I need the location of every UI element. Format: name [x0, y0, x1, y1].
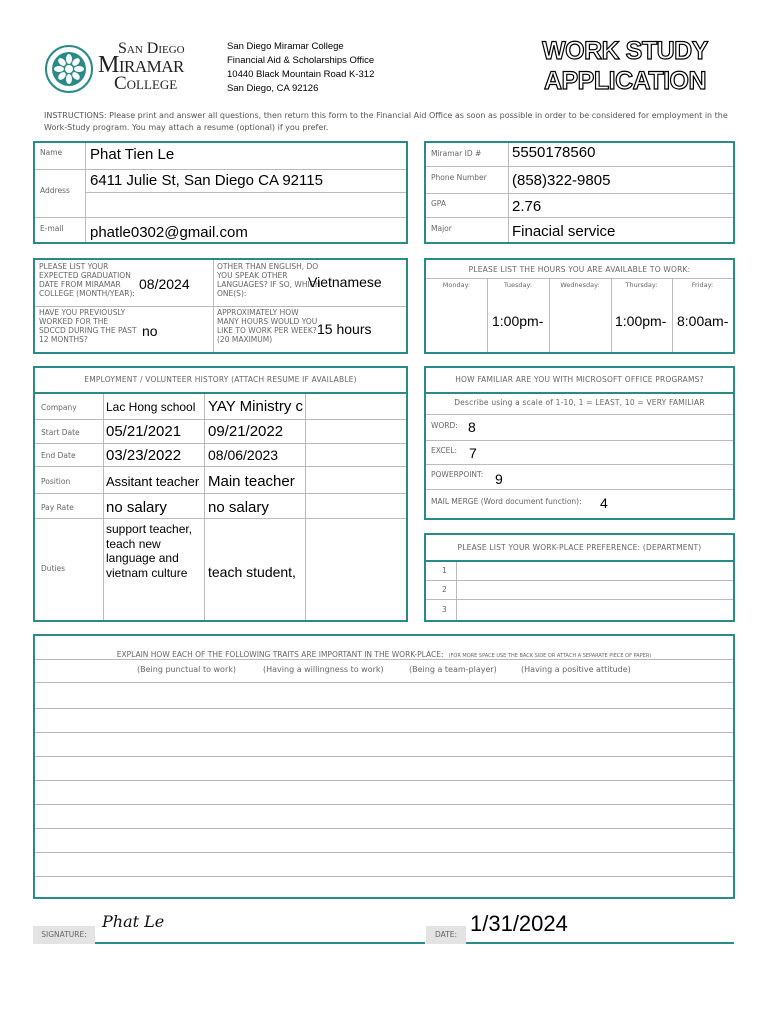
trait-team-player: (Being a team-player): [409, 665, 497, 674]
powerpoint-rating[interactable]: 9: [495, 471, 503, 487]
lang-field[interactable]: Vietnamese: [308, 274, 382, 290]
company-label: Company: [41, 403, 77, 412]
start-date-label: Start Date: [41, 428, 80, 437]
job1-position[interactable]: Assitant teacher: [106, 474, 200, 489]
job1-company[interactable]: Lac Hong school: [106, 400, 196, 414]
preference-3-label: 3: [442, 605, 447, 614]
employment-box: [33, 366, 408, 622]
traits-answer-area[interactable]: [37, 684, 731, 895]
major-field[interactable]: Finacial service: [512, 223, 616, 240]
powerpoint-label: POWERPOINT:: [431, 470, 484, 479]
gpa-field[interactable]: 2.76: [512, 198, 542, 215]
questions-box: [33, 258, 408, 354]
college-seal-icon: [44, 44, 94, 94]
word-rating[interactable]: 8: [468, 419, 476, 435]
hours-label: APPROXIMATELY HOW MANY HOURS WOULD YOU LIKE TO WORK PER WEEK? (20 MAXIMUM): [217, 308, 318, 344]
prev-work-label: HAVE YOU PREVIOUSLY WORKED FOR THE SDCCD DURING THE PAST 12 MONTHS?: [39, 308, 137, 344]
preference-2-label: 2: [442, 585, 447, 594]
grad-label: PLEASE LIST YOUR EXPECTED GRADUATION DATE FROM MIRAMAR COLLEGE (MONTH/YEAR):: [39, 262, 135, 298]
job2-pay[interactable]: no salary: [208, 499, 269, 516]
thursday-hours[interactable]: 1:00pm-: [615, 313, 667, 329]
major-label: Major: [431, 224, 452, 233]
phone-field[interactable]: (858)322-9805: [512, 172, 611, 189]
logo-line1: San Diego: [118, 40, 185, 57]
day-thursday: Thursday:: [625, 281, 658, 289]
address-line: San Diego, CA 92126: [227, 83, 319, 94]
preference-2-field[interactable]: [458, 582, 730, 598]
address-label: Address: [40, 186, 70, 195]
job1-pay[interactable]: no salary: [106, 499, 167, 516]
tuesday-hours[interactable]: 1:00pm-: [492, 313, 544, 329]
job2-end[interactable]: 08/06/2023: [208, 447, 279, 463]
address-line: Financial Aid & Scholarships Office: [227, 55, 375, 66]
trait-positive-attitude: (Having a positive attitude): [521, 665, 631, 674]
office-address: [227, 40, 374, 96]
date-value: 1/31/2024: [470, 911, 568, 936]
position-label: Position: [41, 477, 71, 486]
college-logo: [44, 42, 204, 98]
mail-merge-label: MAIL MERGE (Word document function):: [431, 497, 582, 506]
word-label: WORD:: [431, 421, 458, 430]
grad-field[interactable]: 08/2024: [139, 276, 190, 292]
mail-merge-rating[interactable]: 4: [600, 495, 608, 511]
prev-work-field[interactable]: no: [142, 323, 158, 339]
preference-title: PLEASE LIST YOUR WORK-PLACE PREFERENCE: (DEPARTMENT): [457, 543, 702, 552]
signature-label: SIGNATURE:: [33, 926, 95, 944]
pay-rate-label: Pay Rate: [41, 503, 74, 512]
id-field[interactable]: 5550178560: [512, 144, 596, 161]
trait-willingness: (Having a willingness to work): [263, 665, 384, 674]
form-title-line1: WORK STUDY: [542, 37, 708, 65]
traits-box: [33, 634, 735, 899]
date-label: DATE:: [426, 926, 466, 944]
job1-duties[interactable]: support teacher, teach new language and vietnam culture: [106, 522, 193, 580]
instructions: INSTRUCTIONS: Please print and answer all questions, then return this form to the Financial Aid Office as soon as possible in order to be considered for employment in the Work-Study program. You may attach a resume (optional) if you prefer.: [44, 111, 728, 132]
excel-label: EXCEL:: [431, 446, 458, 455]
day-friday: Friday:: [691, 281, 714, 289]
job2-duties[interactable]: teach student,: [208, 564, 296, 580]
preference-1-field[interactable]: [458, 563, 730, 579]
duties-label: Duties: [41, 564, 66, 573]
personal-info-left: [33, 141, 408, 244]
logo-line3: College: [114, 73, 178, 94]
address-field[interactable]: 6411 Julie St, San Diego CA 92115: [90, 172, 323, 189]
employment-title: EMPLOYMENT / VOLUNTEER HISTORY (ATTACH RESUME IF AVAILABLE): [84, 375, 357, 384]
gpa-label: GPA: [431, 199, 446, 208]
job2-position[interactable]: Main teacher: [208, 473, 295, 490]
day-monday: Monday:: [442, 281, 471, 289]
address-line: San Diego Miramar College: [227, 41, 344, 52]
form-title-line2: APPLICATION: [543, 67, 707, 95]
traits-title-main: EXPLAIN HOW EACH OF THE FOLLOWING TRAITS ARE IMPORTANT IN THE WORK-PLACE:: [116, 650, 444, 659]
personal-info-right: [424, 141, 735, 244]
friday-hours[interactable]: 8:00am-: [677, 313, 729, 329]
office-subtitle: Describe using a scale of 1-10, 1 = LEAST, 10 = VERY FAMILIAR: [454, 398, 705, 407]
address-line: 10440 Black Mountain Road K-312: [227, 69, 375, 80]
job2-company[interactable]: YAY Ministry c: [208, 398, 303, 415]
name-field[interactable]: Phat Tien Le: [90, 146, 175, 163]
job2-start[interactable]: 09/21/2022: [208, 423, 284, 440]
preference-box: [424, 533, 735, 622]
job1-end[interactable]: 03/23/2022: [106, 447, 182, 464]
job1-start[interactable]: 05/21/2021: [106, 423, 182, 440]
signature-value: Phat Le: [102, 912, 165, 931]
availability-box: [424, 258, 735, 354]
office-skills-box: [424, 366, 735, 520]
office-title: HOW FAMILIAR ARE YOU WITH MICROSOFT OFFICE PROGRAMS?: [455, 375, 704, 384]
email-field[interactable]: phatle0302@gmail.com: [90, 224, 248, 241]
phone-label: Phone Number: [431, 173, 487, 182]
email-label: E-mail: [40, 224, 64, 233]
excel-rating[interactable]: 7: [469, 445, 477, 461]
hours-field[interactable]: 15 hours: [317, 321, 372, 337]
day-wednesday: Wednesday:: [560, 281, 600, 289]
preference-3-field[interactable]: [458, 601, 730, 618]
lang-label: OTHER THAN ENGLISH, DO YOU SPEAK OTHER LANGUAGES? IF SO, WHICH ONE(S):: [217, 262, 321, 298]
traits-title-note: (FOR MORE SPACE USE THE BACK SIDE OR ATTACH A SEPARATE PIECE OF PAPER): [448, 653, 652, 659]
id-label: Miramar ID #: [431, 149, 482, 158]
end-date-label: End Date: [41, 451, 76, 460]
name-label: Name: [40, 148, 63, 157]
logo-line2: Miramar: [98, 52, 184, 78]
availability-title: PLEASE LIST THE HOURS YOU ARE AVAILABLE TO WORK:: [468, 265, 691, 274]
trait-punctual: (Being punctual to work): [137, 665, 236, 674]
day-tuesday: Tuesday:: [503, 281, 533, 289]
form-title: [540, 36, 710, 96]
preference-1-label: 1: [442, 566, 447, 575]
